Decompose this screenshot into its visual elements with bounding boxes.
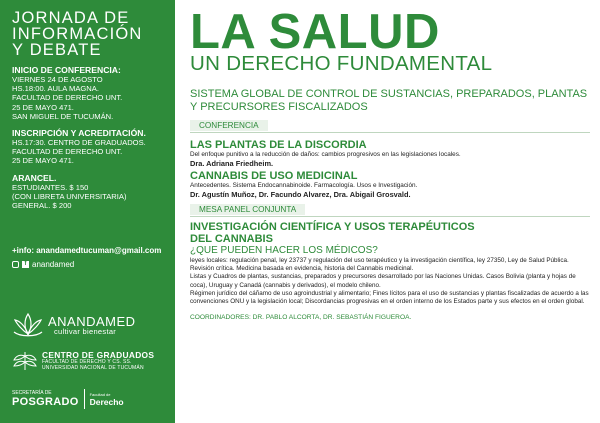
event-heading: [12, 10, 167, 58]
fee-label: ARANCEL.: [12, 172, 57, 183]
panel-title-2: DEL CANNABIS: [190, 233, 273, 245]
right-panel: [175, 0, 600, 423]
panel-paragraph: leyes locales: regulación penal, ley 23737 y regulación del uso terapéutico y la investigación científica, ley 27350, Ley de Salud Pública.: [190, 257, 569, 264]
left-panel: [0, 0, 175, 423]
conference-line: FACULTAD DE DERECHO UNT.: [12, 93, 123, 103]
main-title: LA SALUD: [190, 5, 440, 59]
centro-line: UNIVERSIDAD NACIONAL DE TUCUMÁN: [42, 365, 144, 371]
social-handle-text: anandamed: [32, 260, 75, 269]
inscription-info: [12, 128, 167, 166]
talk1-title: LAS PLANTAS DE LA DISCORDIA: [190, 139, 367, 151]
conference-line: 25 DE MAYO 471.: [12, 102, 74, 112]
panel-paragraph: Revisión crítica. Medicina basada en evidencia, historia del Cannabis medicinal.: [190, 265, 414, 273]
social-handle[interactable]: [12, 260, 74, 269]
centro-name: CENTRO DE GRADUADOS: [42, 350, 155, 361]
panel-question: ¿QUE PUEDEN HACER LOS MÉDICOS?: [190, 245, 378, 256]
centro-line: FACULTAD DE DERECHO Y CS. SS.: [42, 359, 132, 366]
heading-line-2: INFORMACIÓN: [12, 25, 143, 43]
inscription-line: 25 DE MAYO 471.: [12, 156, 74, 166]
divider: [190, 216, 590, 217]
talk1-description: Del enfoque punitivo a la reducción de daños: cambios progresivos en las legislaciones locales.: [190, 151, 461, 158]
fee-info: [12, 173, 167, 211]
leaf-icon: [12, 350, 38, 372]
talk2-description: Antecedentes. Sistema Endocannabinoide. Farmacología. Usos e Investigación.: [190, 182, 418, 189]
inscription-label: INSCRIPCIÓN Y ACREDITACIÓN.: [12, 128, 146, 139]
facebook-icon: f: [22, 261, 29, 268]
anandamed-logo: [12, 312, 136, 338]
anandamed-name: ANANDAMED: [48, 314, 136, 329]
heading-line-1: JORNADA DE: [12, 9, 130, 27]
panel-paragraph: Régimen jurídico del cáñamo de uso agroindustrial y alimentario; Fines lícitos para el uso de sustancias y plantas fiscalizadas de acuerdo a las convenciones ONU y la legislación local; Discordancias progresivas en el orden interno de los Estados parte y sus efectos en el orden global.: [190, 289, 589, 306]
posgrado-logo: [12, 389, 124, 409]
fee-line: GENERAL. $ 200: [12, 201, 72, 211]
heading-line-3: Y DEBATE: [12, 41, 102, 59]
centro-graduados-logo: [12, 350, 154, 372]
conference-label: INICIO DE CONFERENCIA:: [12, 65, 121, 75]
panel-tag: MESA PANEL CONJUNTA: [190, 204, 305, 215]
system-description: SISTEMA GLOBAL DE CONTROL DE SUSTANCIAS, PREPARADOS, PLANTAS Y PRECURSORES FISCALIZADOS: [190, 88, 588, 113]
coordinators: COORDINADORES: DR. PABLO ALCORTA, DR. SEBASTIÁN FIGUEROA.: [190, 314, 412, 322]
anandamed-tagline: cultivar bienestar: [54, 327, 117, 336]
conference-tag: CONFERENCIA: [190, 120, 268, 131]
talk2-title: CANNABIS DE USO MEDICINAL: [190, 170, 358, 182]
fee-line: ESTUDIANTES. $ 150: [12, 182, 89, 192]
contact-email[interactable]: +info: anandamedtucuman@gmail.com: [12, 246, 162, 255]
divider: [84, 389, 85, 409]
fee-line: (CON LIBRETA UNIVERSITARIA): [12, 191, 127, 201]
inscription-line: FACULTAD DE DERECHO UNT.: [12, 147, 123, 157]
main-subtitle: UN DERECHO FUNDAMENTAL: [190, 52, 493, 75]
talk2-speakers: Dr. Agustín Muñoz, Dr. Facundo Alvarez, Dra. Abigail Grosvald.: [190, 190, 411, 199]
posgrado-name: POSGRADO: [12, 396, 79, 408]
conference-info: [12, 65, 167, 121]
conference-line: SAN MIGUEL DE TUCUMÁN.: [12, 111, 114, 121]
talk1-speaker: Dra. Adriana Friedheim.: [190, 159, 274, 168]
conference-line: HS.18:00. AULA MAGNA.: [12, 84, 99, 94]
conference-line: VIERNES 24 DE AGOSTO: [12, 75, 103, 84]
derecho-name: Derecho: [89, 396, 124, 407]
divider: [190, 132, 590, 133]
instagram-icon: [12, 261, 19, 268]
inscription-line: HS.17:30. CENTRO DE GRADUADOS.: [12, 138, 146, 148]
secretaria-label: SECRETARÍA DE: [12, 390, 52, 396]
panel-title: INVESTIGACIÓN CIENTÍFICA Y USOS TERAPÉUTICOS: [190, 221, 475, 233]
panel-paragraph: Listas y Cuadros de plantas, sustancias, preparados y precursores desarrollado por las Naciones Unidas. Casos Bolivia (planta y hojas de coca), Uruguay y Canadá (cannabis y derivados), el modelo chileno.: [190, 273, 576, 289]
lotus-icon: [12, 312, 44, 338]
facultad-label: Facultad de: [89, 391, 111, 397]
